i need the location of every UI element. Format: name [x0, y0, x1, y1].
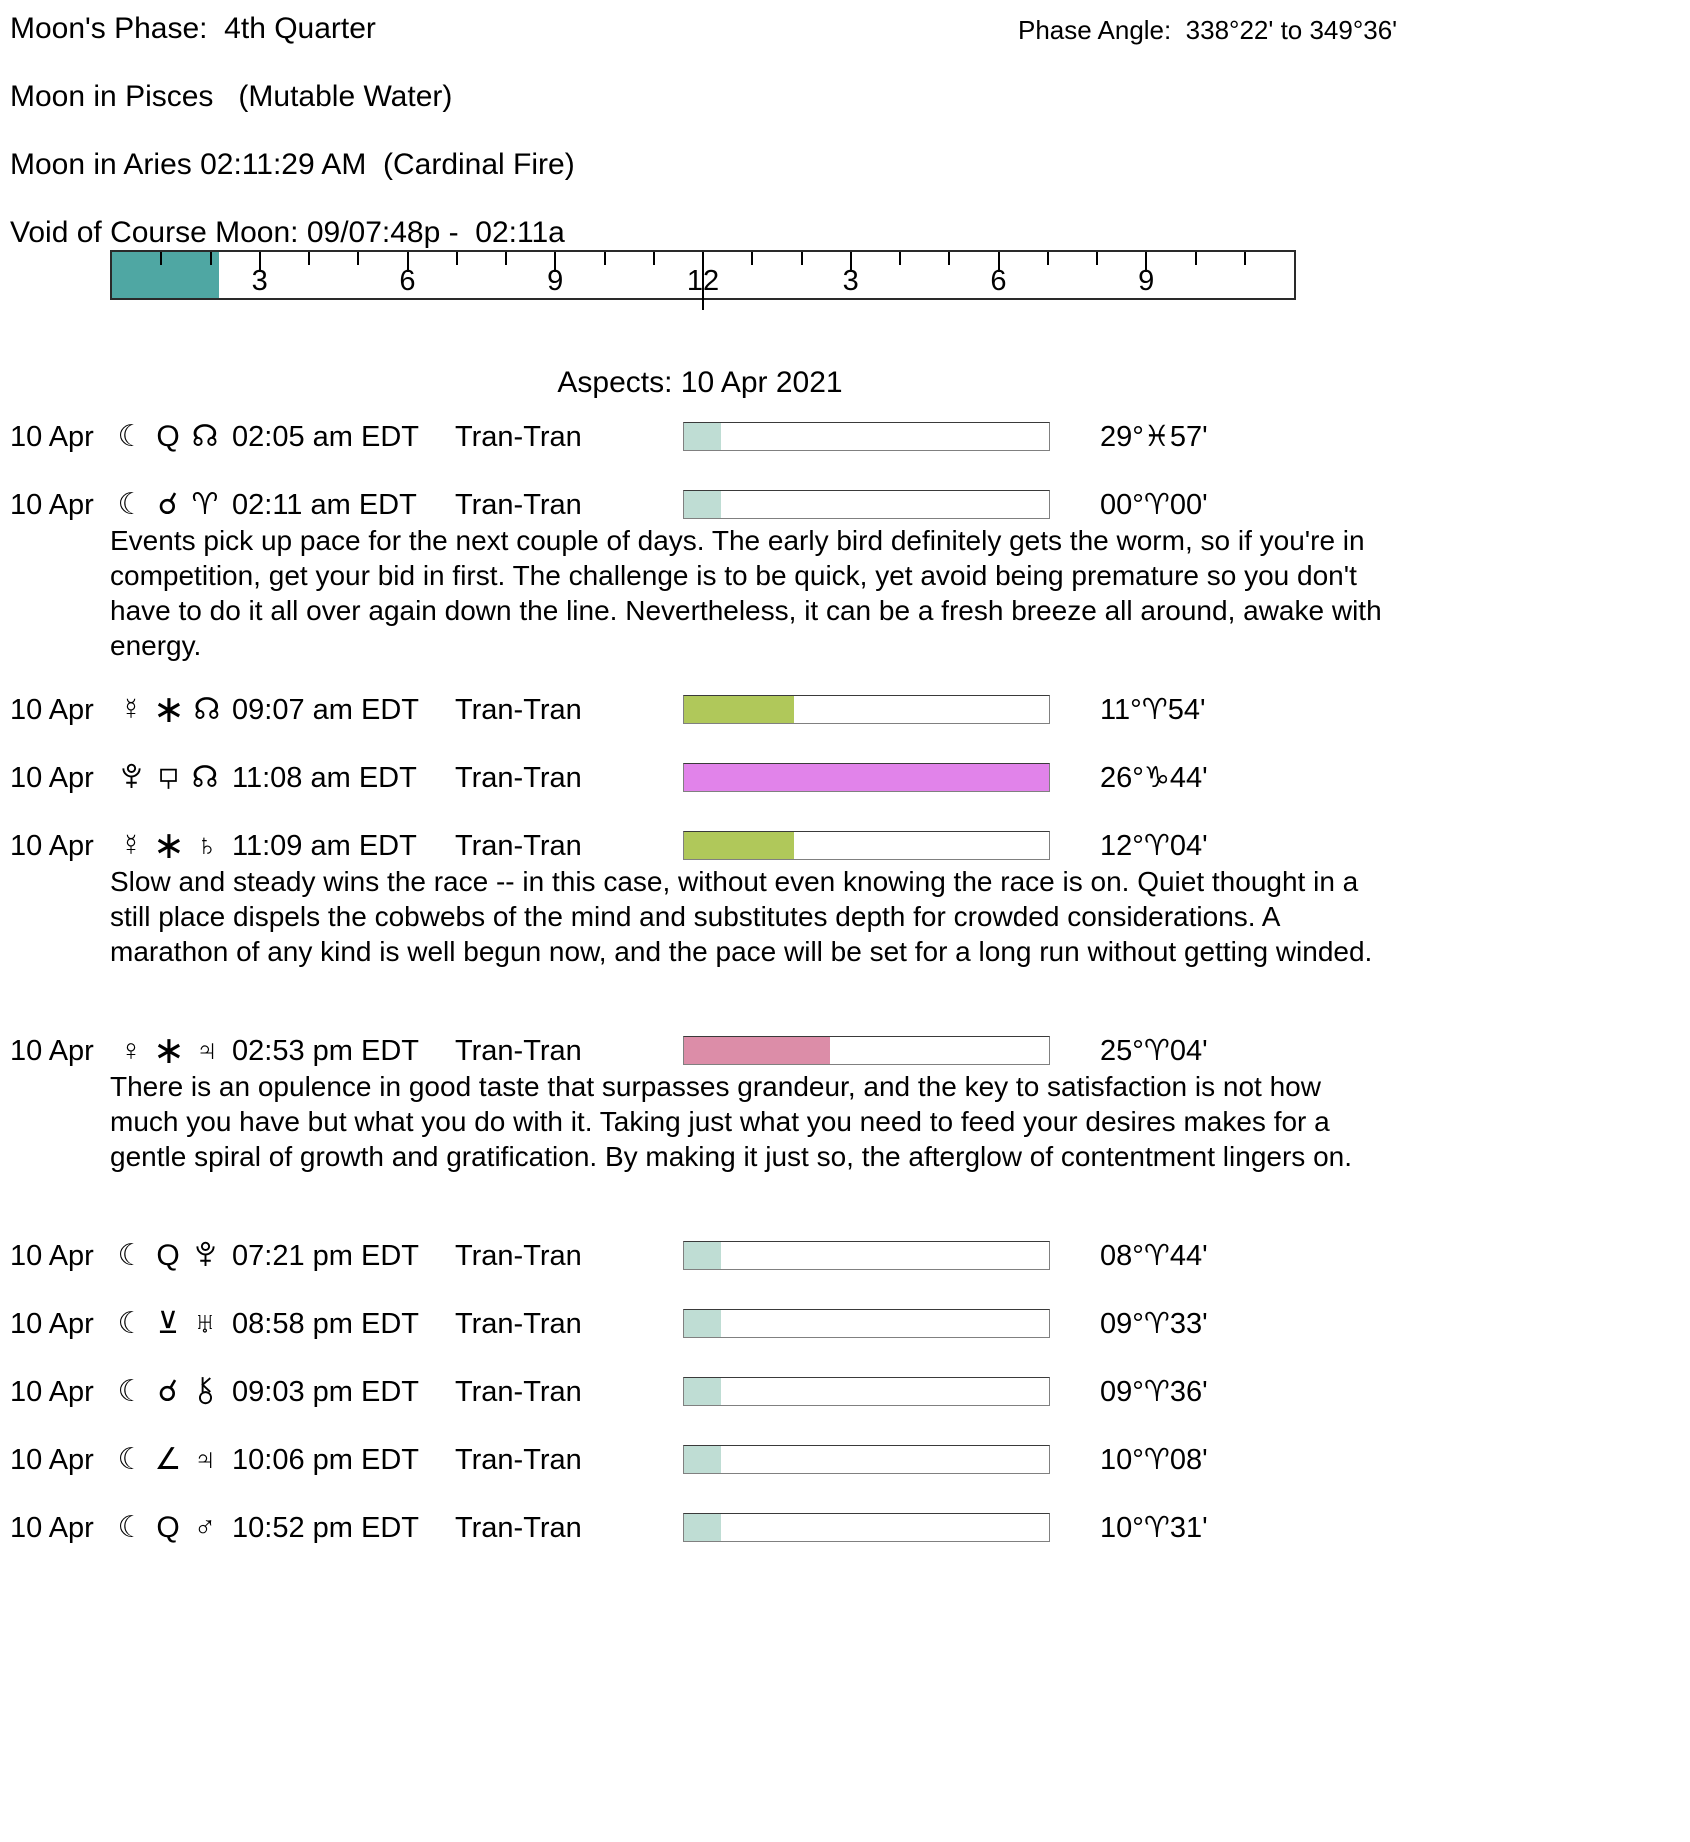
sextile-icon: ∗	[153, 1030, 185, 1072]
conjunction-icon: ☌	[157, 1375, 179, 1408]
row-degree: 10°♈31'	[1100, 1512, 1208, 1544]
moon-icon: ☾	[117, 1511, 145, 1544]
row-degree: 25°♈04'	[1100, 1035, 1208, 1067]
ruler-hour-label: 3	[251, 265, 268, 297]
ruler-hour-label: 6	[399, 265, 416, 297]
saturn-icon: ♄	[195, 829, 219, 862]
moon-sign-line: Moon in Pisces (Mutable Water)	[10, 80, 453, 113]
ruler-tick	[751, 252, 753, 265]
orb-progress-fill	[684, 1446, 721, 1473]
moon-ingress-line: Moon in Aries 02:11:29 AM (Cardinal Fire)	[10, 148, 575, 181]
orb-progress-fill	[684, 1037, 830, 1064]
orb-progress-fill	[684, 696, 794, 723]
row-symbols	[116, 1511, 220, 1545]
row-degree: 09°♈33'	[1100, 1308, 1208, 1340]
row-date: 10 Apr	[10, 830, 94, 862]
aries-icon: ♈	[191, 488, 219, 521]
ruler-tick	[505, 252, 507, 265]
mars-icon: ♂	[193, 1511, 217, 1544]
ruler-tick	[308, 252, 310, 265]
jupiter-icon: ♃	[193, 1443, 217, 1476]
row-symbols	[116, 1030, 222, 1072]
chiron-icon	[190, 1375, 220, 1409]
row-symbols	[116, 1307, 220, 1341]
aspect-row	[10, 689, 1680, 731]
row-type: Tran-Tran	[455, 489, 582, 521]
row-symbols	[116, 1443, 220, 1477]
row-degree: 29°♓57'	[1100, 421, 1208, 453]
orb-progress-bar	[683, 1445, 1050, 1474]
orb-progress-bar	[683, 1377, 1050, 1406]
orb-progress-bar	[683, 490, 1050, 519]
aspect-row	[10, 761, 1680, 797]
row-time: 02:05 am EDT	[232, 421, 419, 453]
row-symbols	[116, 488, 220, 522]
row-time: 09:07 am EDT	[232, 694, 419, 726]
row-degree: 10°♈08'	[1100, 1444, 1208, 1476]
row-time: 11:08 am EDT	[232, 762, 417, 794]
row-degree: 08°♈44'	[1100, 1240, 1208, 1272]
row-time: 07:21 pm EDT	[232, 1240, 419, 1272]
uranus-icon: ♅	[193, 1307, 217, 1340]
row-time: 02:11 am EDT	[232, 489, 417, 521]
aspect-note: There is an opulence in good taste that surpasses grandeur, and the key to satisfaction is not how much you have but what you do with it. Taking just what you need to feed your desires makes for a gentle spiral of growth and gratification. By making it just so, the afterglow of contentment lingers on.	[110, 1071, 1352, 1172]
orb-progress-fill	[684, 1514, 721, 1541]
moon-icon: ☾	[117, 1375, 145, 1408]
quintile-icon: Q	[156, 1239, 180, 1272]
row-time: 09:03 pm EDT	[232, 1376, 419, 1408]
moon-icon: ☾	[117, 420, 145, 453]
moons-phase-line: Moon's Phase: 4th Quarter	[10, 12, 376, 45]
ruler-tick	[1244, 252, 1246, 265]
row-date: 10 Apr	[10, 1512, 94, 1544]
pluto-icon	[190, 1239, 220, 1273]
aspect-row	[10, 488, 1680, 524]
conjunction-icon: ☌	[157, 488, 179, 521]
orb-progress-bar	[683, 763, 1050, 792]
aspect-row	[10, 420, 1680, 456]
row-date: 10 Apr	[10, 1444, 94, 1476]
void-of-course-ruler	[110, 250, 1296, 300]
moon-icon: ☾	[117, 1307, 145, 1340]
aspect-row	[10, 1375, 1680, 1411]
aspect-row	[10, 1443, 1680, 1479]
row-type: Tran-Tran	[455, 1512, 582, 1544]
void-of-course-line: Void of Course Moon: 09/07:48p - 02:11a	[10, 216, 565, 249]
row-symbols	[116, 761, 220, 795]
row-date: 10 Apr	[10, 489, 94, 521]
orb-progress-bar	[683, 695, 1050, 724]
row-date: 10 Apr	[10, 694, 94, 726]
aspect-note: Events pick up pace for the next couple of days. The early bird definitely gets the worm, so if you're in competition, get your bid in first. The challenge is to be quick, yet avoid being premature so you don't have to do it all over again down the line. Nevertheless, it can be a fresh breeze all around, awake with energy.	[110, 525, 1382, 661]
row-date: 10 Apr	[10, 1240, 94, 1272]
aspect-row	[10, 1511, 1680, 1547]
ruler-tick	[1195, 252, 1197, 265]
ruler-tick	[801, 252, 803, 265]
ruler-tick	[1096, 252, 1098, 265]
venus-icon: ♀	[119, 1034, 143, 1067]
aspect-row	[10, 825, 1680, 867]
ruler-tick	[1047, 252, 1049, 265]
ruler-tick	[653, 252, 655, 265]
orb-progress-fill	[684, 832, 794, 859]
jupiter-icon: ♃	[195, 1034, 219, 1067]
row-type: Tran-Tran	[455, 1376, 582, 1408]
row-date: 10 Apr	[10, 762, 94, 794]
row-date: 10 Apr	[10, 1376, 94, 1408]
mercury-icon: ☿	[119, 693, 143, 726]
sesquiquadrate-icon	[153, 761, 183, 795]
orb-progress-fill	[684, 1310, 721, 1337]
void-period-fill	[112, 252, 219, 298]
row-type: Tran-Tran	[455, 421, 582, 453]
row-symbols	[116, 825, 222, 867]
row-degree: 12°♈04'	[1100, 830, 1208, 862]
row-degree: 00°♈00'	[1100, 489, 1208, 521]
row-type: Tran-Tran	[455, 1035, 582, 1067]
aspect-row	[10, 1030, 1680, 1072]
ruler-hour-label: 6	[990, 265, 1007, 297]
aspect-row	[10, 1239, 1680, 1275]
ruler-hour-label: 9	[547, 265, 564, 297]
row-time: 10:06 pm EDT	[232, 1444, 419, 1476]
row-symbols	[116, 689, 222, 731]
row-date: 10 Apr	[10, 421, 94, 453]
north-node-icon: ☊	[193, 693, 221, 726]
sextile-icon: ∗	[153, 825, 185, 867]
row-time: 08:58 pm EDT	[232, 1308, 419, 1340]
aspects-title: Aspects: 10 Apr 2021	[557, 366, 843, 399]
semisextile-icon: ⊻	[157, 1307, 179, 1340]
quintile-icon: Q	[156, 420, 180, 453]
semisquare-icon: ∠	[154, 1443, 182, 1476]
ruler-tick	[160, 252, 162, 265]
row-type: Tran-Tran	[455, 1240, 582, 1272]
row-type: Tran-Tran	[455, 830, 582, 862]
row-degree: 09°♈36'	[1100, 1376, 1208, 1408]
ruler-tick	[948, 252, 950, 265]
north-node-icon: ☊	[191, 420, 219, 453]
ruler-hour-label: 12	[686, 265, 720, 297]
ruler-tick	[210, 252, 212, 265]
row-type: Tran-Tran	[455, 694, 582, 726]
row-degree: 11°♈54'	[1100, 694, 1206, 726]
ruler-hour-label: 9	[1138, 265, 1155, 297]
moon-icon: ☾	[117, 488, 145, 521]
row-time: 10:52 pm EDT	[232, 1512, 419, 1544]
row-date: 10 Apr	[10, 1308, 94, 1340]
orb-progress-fill	[684, 1242, 721, 1269]
mercury-icon: ☿	[119, 829, 143, 862]
north-node-icon: ☊	[191, 761, 219, 794]
ruler-tick	[357, 252, 359, 265]
row-time: 11:09 am EDT	[232, 830, 417, 862]
moon-icon: ☾	[117, 1443, 145, 1476]
ruler-hour-label: 3	[842, 265, 859, 297]
moon-icon: ☾	[117, 1239, 145, 1272]
row-degree: 26°♑44'	[1100, 762, 1208, 794]
orb-progress-bar	[683, 1241, 1050, 1270]
pluto-icon	[116, 761, 146, 795]
row-symbols	[116, 1375, 220, 1409]
orb-progress-bar	[683, 1309, 1050, 1338]
quintile-icon: Q	[156, 1511, 180, 1544]
row-time: 02:53 pm EDT	[232, 1035, 419, 1067]
orb-progress-fill	[684, 764, 1049, 791]
orb-progress-fill	[684, 491, 721, 518]
ruler-tick	[456, 252, 458, 265]
orb-progress-bar	[683, 831, 1050, 860]
row-symbols	[116, 1239, 220, 1273]
orb-progress-bar	[683, 1513, 1050, 1542]
row-symbols	[116, 420, 220, 454]
row-type: Tran-Tran	[455, 762, 582, 794]
sextile-icon: ∗	[153, 689, 185, 731]
row-type: Tran-Tran	[455, 1308, 582, 1340]
orb-progress-bar	[683, 422, 1050, 451]
row-type: Tran-Tran	[455, 1444, 582, 1476]
ruler-tick	[604, 252, 606, 265]
aspect-note: Slow and steady wins the race -- in this case, without even knowing the race is on. Quiet thought in a still place dispels the cobwebs of the mind and substitutes depth for crowded considerations. A marathon of any kind is well begun now, and the pace will be set for a long run without getting winded.	[110, 866, 1373, 967]
row-date: 10 Apr	[10, 1035, 94, 1067]
orb-progress-fill	[684, 423, 721, 450]
phase-angle-line: Phase Angle: 338°22' to 349°36'	[1018, 15, 1398, 45]
orb-progress-bar	[683, 1036, 1050, 1065]
ruler-tick	[899, 252, 901, 265]
aspect-row	[10, 1307, 1680, 1343]
orb-progress-fill	[684, 1378, 721, 1405]
